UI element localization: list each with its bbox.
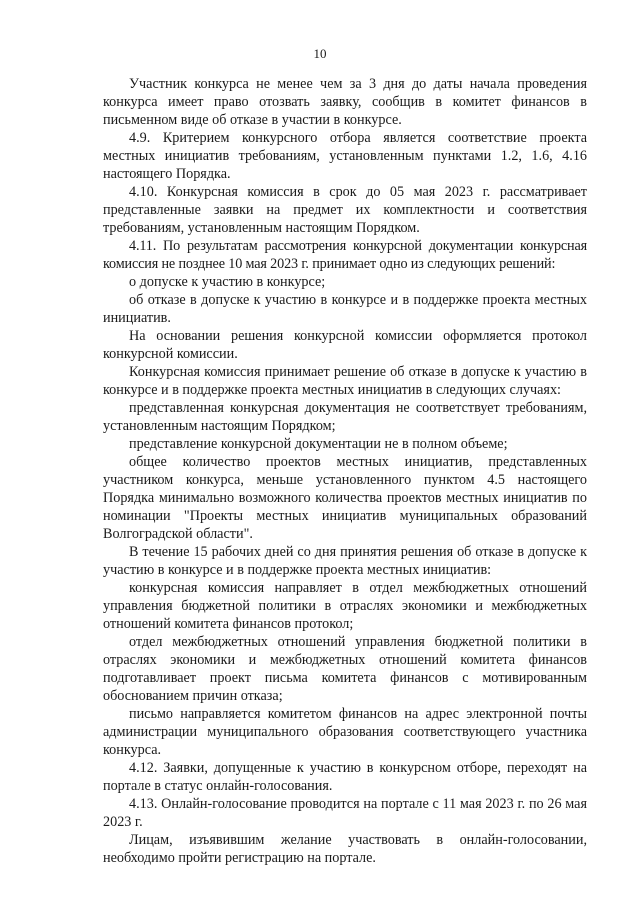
step-letter-sent: письмо направляется комитетом финансов на адрес электронной почты администрации муниципального образования соответствующего участника конкурса. bbox=[103, 706, 587, 758]
decision-refuse: об отказе в допуске к участию в конкурсе и в поддержке проекта местных инициатив. bbox=[103, 292, 587, 326]
paragraph-4-11: 4.11. По результатам рассмотрения конкурсной документации конкурсная комиссия не позднее 10 мая 2023 г. принимает одно из следующих решений: bbox=[103, 238, 587, 272]
paragraph-registration: Лицам, изъявившим желание участвовать в онлайн-голосовании, необходимо пройти регистрацию на портале. bbox=[103, 832, 587, 866]
step-commission-sends: конкурсная комиссия направляет в отдел межбюджетных отношений управления бюджетной политики в отраслях экономики и межбюджетных отношений комитета финансов протокол; bbox=[103, 580, 587, 632]
step-department-prepares: отдел межбюджетных отношений управления бюджетной политики в отраслях экономики и межбюджетных отношений комитета финансов подготавливает проект письма комитета финансов с мотивированным обоснованием причин отказа; bbox=[103, 634, 587, 704]
paragraph-15-days: В течение 15 рабочих дней со дня принятия решения об отказе в допуске к участию в конкурсе и в поддержке проекта местных инициатив: bbox=[103, 544, 587, 578]
paragraph-4-13: 4.13. Онлайн-голосование проводится на портале с 11 мая 2023 г. по 26 мая 2023 г. bbox=[103, 796, 587, 830]
refusal-case-project-count: общее количество проектов местных инициатив, представленных участником конкурса, меньше установленного пунктом 4.5 настоящего Порядка минимально возможного количества проектов местных инициатив по номинации "Проекты местных инициатив муниципальных образований Волгоградской области". bbox=[103, 454, 587, 542]
paragraph-4-9: 4.9. Критерием конкурсного отбора является соответствие проекта местных инициатив требованиям, установленным пунктами 1.2, 1.6, 4.16 настоящего Порядка. bbox=[103, 130, 587, 182]
decision-admit: о допуске к участию в конкурсе; bbox=[129, 274, 326, 290]
document-body bbox=[103, 75, 587, 867]
paragraph-protocol: На основании решения конкурсной комиссии оформляется протокол конкурсной комиссии. bbox=[103, 328, 587, 362]
refusal-case-nonconformity: представленная конкурсная документация не соответствует требованиям, установленным настоящим Порядком; bbox=[103, 400, 587, 434]
page-number: 10 bbox=[313, 46, 327, 61]
paragraph-withdrawal: Участник конкурса не менее чем за 3 дня до даты начала проведения конкурса имеет право отозвать заявку, сообщив в комитет финансов в письменном виде об отказе в участии в конкурсе. bbox=[103, 76, 587, 128]
refusal-case-incomplete: представление конкурсной документации не в полном объеме; bbox=[129, 436, 508, 452]
paragraph-4-10: 4.10. Конкурсная комиссия в срок до 05 мая 2023 г. рассматривает представленные заявки на предмет их комплектности и соответствия требованиям, установленным настоящим Порядком. bbox=[103, 184, 587, 236]
paragraph-refusal-cases: Конкурсная комиссия принимает решение об отказе в допуске к участию в конкурсе и в поддержке проекта местных инициатив в следующих случаях: bbox=[103, 364, 587, 398]
paragraph-4-12: 4.12. Заявки, допущенные к участию в конкурсном отборе, переходят на портале в статус онлайн-голосования. bbox=[103, 760, 587, 794]
